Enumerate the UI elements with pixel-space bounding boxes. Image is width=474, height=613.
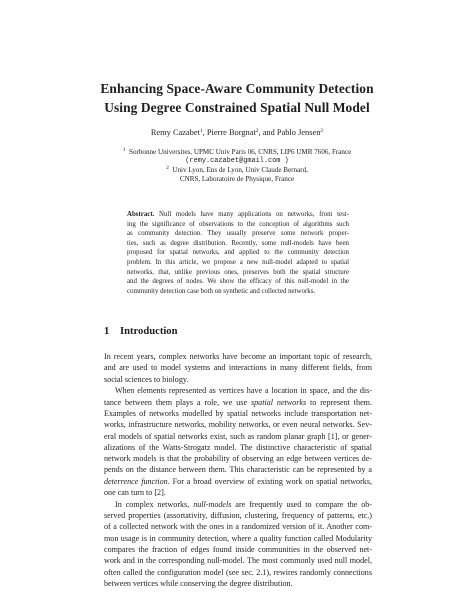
body-line: compares the fraction of edges found inside communities in the observed net- [104, 545, 372, 555]
body-line: pends on the distance between them. This characteristic can be represented by a [104, 465, 372, 475]
author-name: Pablo Jensen [276, 128, 321, 137]
affiliation-mark: 1 [122, 147, 126, 153]
section-heading [104, 326, 178, 337]
affiliation-2 [60, 166, 414, 174]
body-line: mon usage is in community detection, where a quality function called Modularity [104, 533, 372, 543]
abstract-line: and the degrees of nodes. We show the efficacy of this null-model in the [127, 278, 349, 286]
body-line: of a collected network with the ones in a randomized version of it. Another com- [104, 522, 372, 532]
affiliation-1 [60, 148, 414, 156]
abstract-line: as community detection. They usually preserve some network proper- [127, 230, 349, 238]
abstract [127, 210, 349, 296]
body-line: often called the configuration model (see sec. 2.1), rewires randomly connections [104, 567, 372, 577]
abstract-line: ing the significance of observations to the conception of algorithms such [127, 220, 349, 228]
abstract-line: networks, that, unlike previous ones, preserves both the spatial structure [127, 268, 349, 276]
abstract-line: proposed for spatial networks, and applied to the community detection [127, 249, 349, 257]
body-line: Examples of networks modelled by spatial networks include transportation net- [104, 408, 372, 418]
body-line: social sciences to biology. [104, 374, 189, 384]
abstract-line: ties, such as degree distribution. Recently, some null-models have been [127, 239, 349, 247]
emphasis-term: spatial networks [250, 397, 307, 407]
body-line: In recent years, complex networks have become an important topic of research, [104, 352, 372, 361]
abstract-line: Abstract. Null models have many applications on networks, from test- [127, 211, 349, 218]
author-email: (remy.cazabet@gmail.com ) [185, 157, 289, 165]
body-line: network models is that the probability of observing an edge between vertices de- [104, 454, 372, 464]
body-line: deterrence function. For a broad overview of existing work on spatial networks, [104, 476, 372, 486]
body-line: one can turn to [2]. [104, 488, 166, 498]
affiliation-text: Univ Lyon, Ens de Lyon, Univ Claude Bernard, [172, 166, 308, 174]
abstract-line: problem. In this article, we propose a new null-model adapted to spatial [127, 258, 349, 266]
introduction-body [104, 351, 372, 589]
title-line-1: Enhancing Space-Aware Community Detection [100, 81, 374, 96]
section-number: 1 [104, 326, 110, 337]
author-affiliation-mark: 2 [320, 128, 324, 134]
affiliation-2-line-2: CNRS, Laboratoire de Physique, France [179, 175, 295, 183]
author-list [60, 128, 414, 137]
paper-title [60, 79, 414, 117]
body-line: works, infrastructure networks, mobility networks, or even neural networks. Sev- [104, 420, 372, 430]
body-line: tance between them plays a role, we use spatial networks to represent them. [104, 397, 372, 407]
body-line: between vertices while conserving the degree distribution. [104, 578, 293, 588]
abstract-line: community detection case both on synthetic and collected networks. [127, 287, 316, 295]
body-line: In complex networks, null-models are frequently used to compare the ob- [115, 499, 372, 509]
body-line: eral models of spatial networks exist, such as random planar graph [1], or gener- [104, 431, 372, 441]
author-name: Pierre Borgnat [206, 128, 256, 137]
section-title: Introduction [120, 326, 178, 337]
title-line-2: Using Degree Constrained Spatial Null Model [104, 100, 370, 115]
body-line: alizations of the Watts-Strogatz model. The distinctive characteristic of spatial [104, 442, 372, 452]
body-line: served properties (assortativity, diffusion, clustering, frequency of patterns, etc.) [104, 511, 372, 521]
author-separator: , and [258, 128, 277, 137]
affiliation-text: Sorbonne Universites, UPMC Univ Paris 06, CNRS, LIP6 UMR 7606, France [129, 148, 352, 156]
abstract-label: Abstract. [127, 211, 155, 218]
body-line: When elements represented as vertices have a location in space, and the dis- [115, 386, 372, 396]
author-separator: , [202, 128, 207, 137]
emphasis-term: deterrence function [104, 476, 168, 486]
author-affiliation-mark: 1 [199, 128, 203, 134]
body-line: work and in the corresponding null-model. The most commonly used null model, [104, 556, 372, 566]
affiliation-mark: 2 [166, 165, 169, 171]
author-name: Remy Cazabet [150, 128, 200, 137]
body-line: and are used to model systems and interactions in many different fields, from [104, 363, 372, 373]
emphasis-term: null-models [193, 499, 232, 509]
author-affiliation-mark: 2 [255, 128, 259, 134]
